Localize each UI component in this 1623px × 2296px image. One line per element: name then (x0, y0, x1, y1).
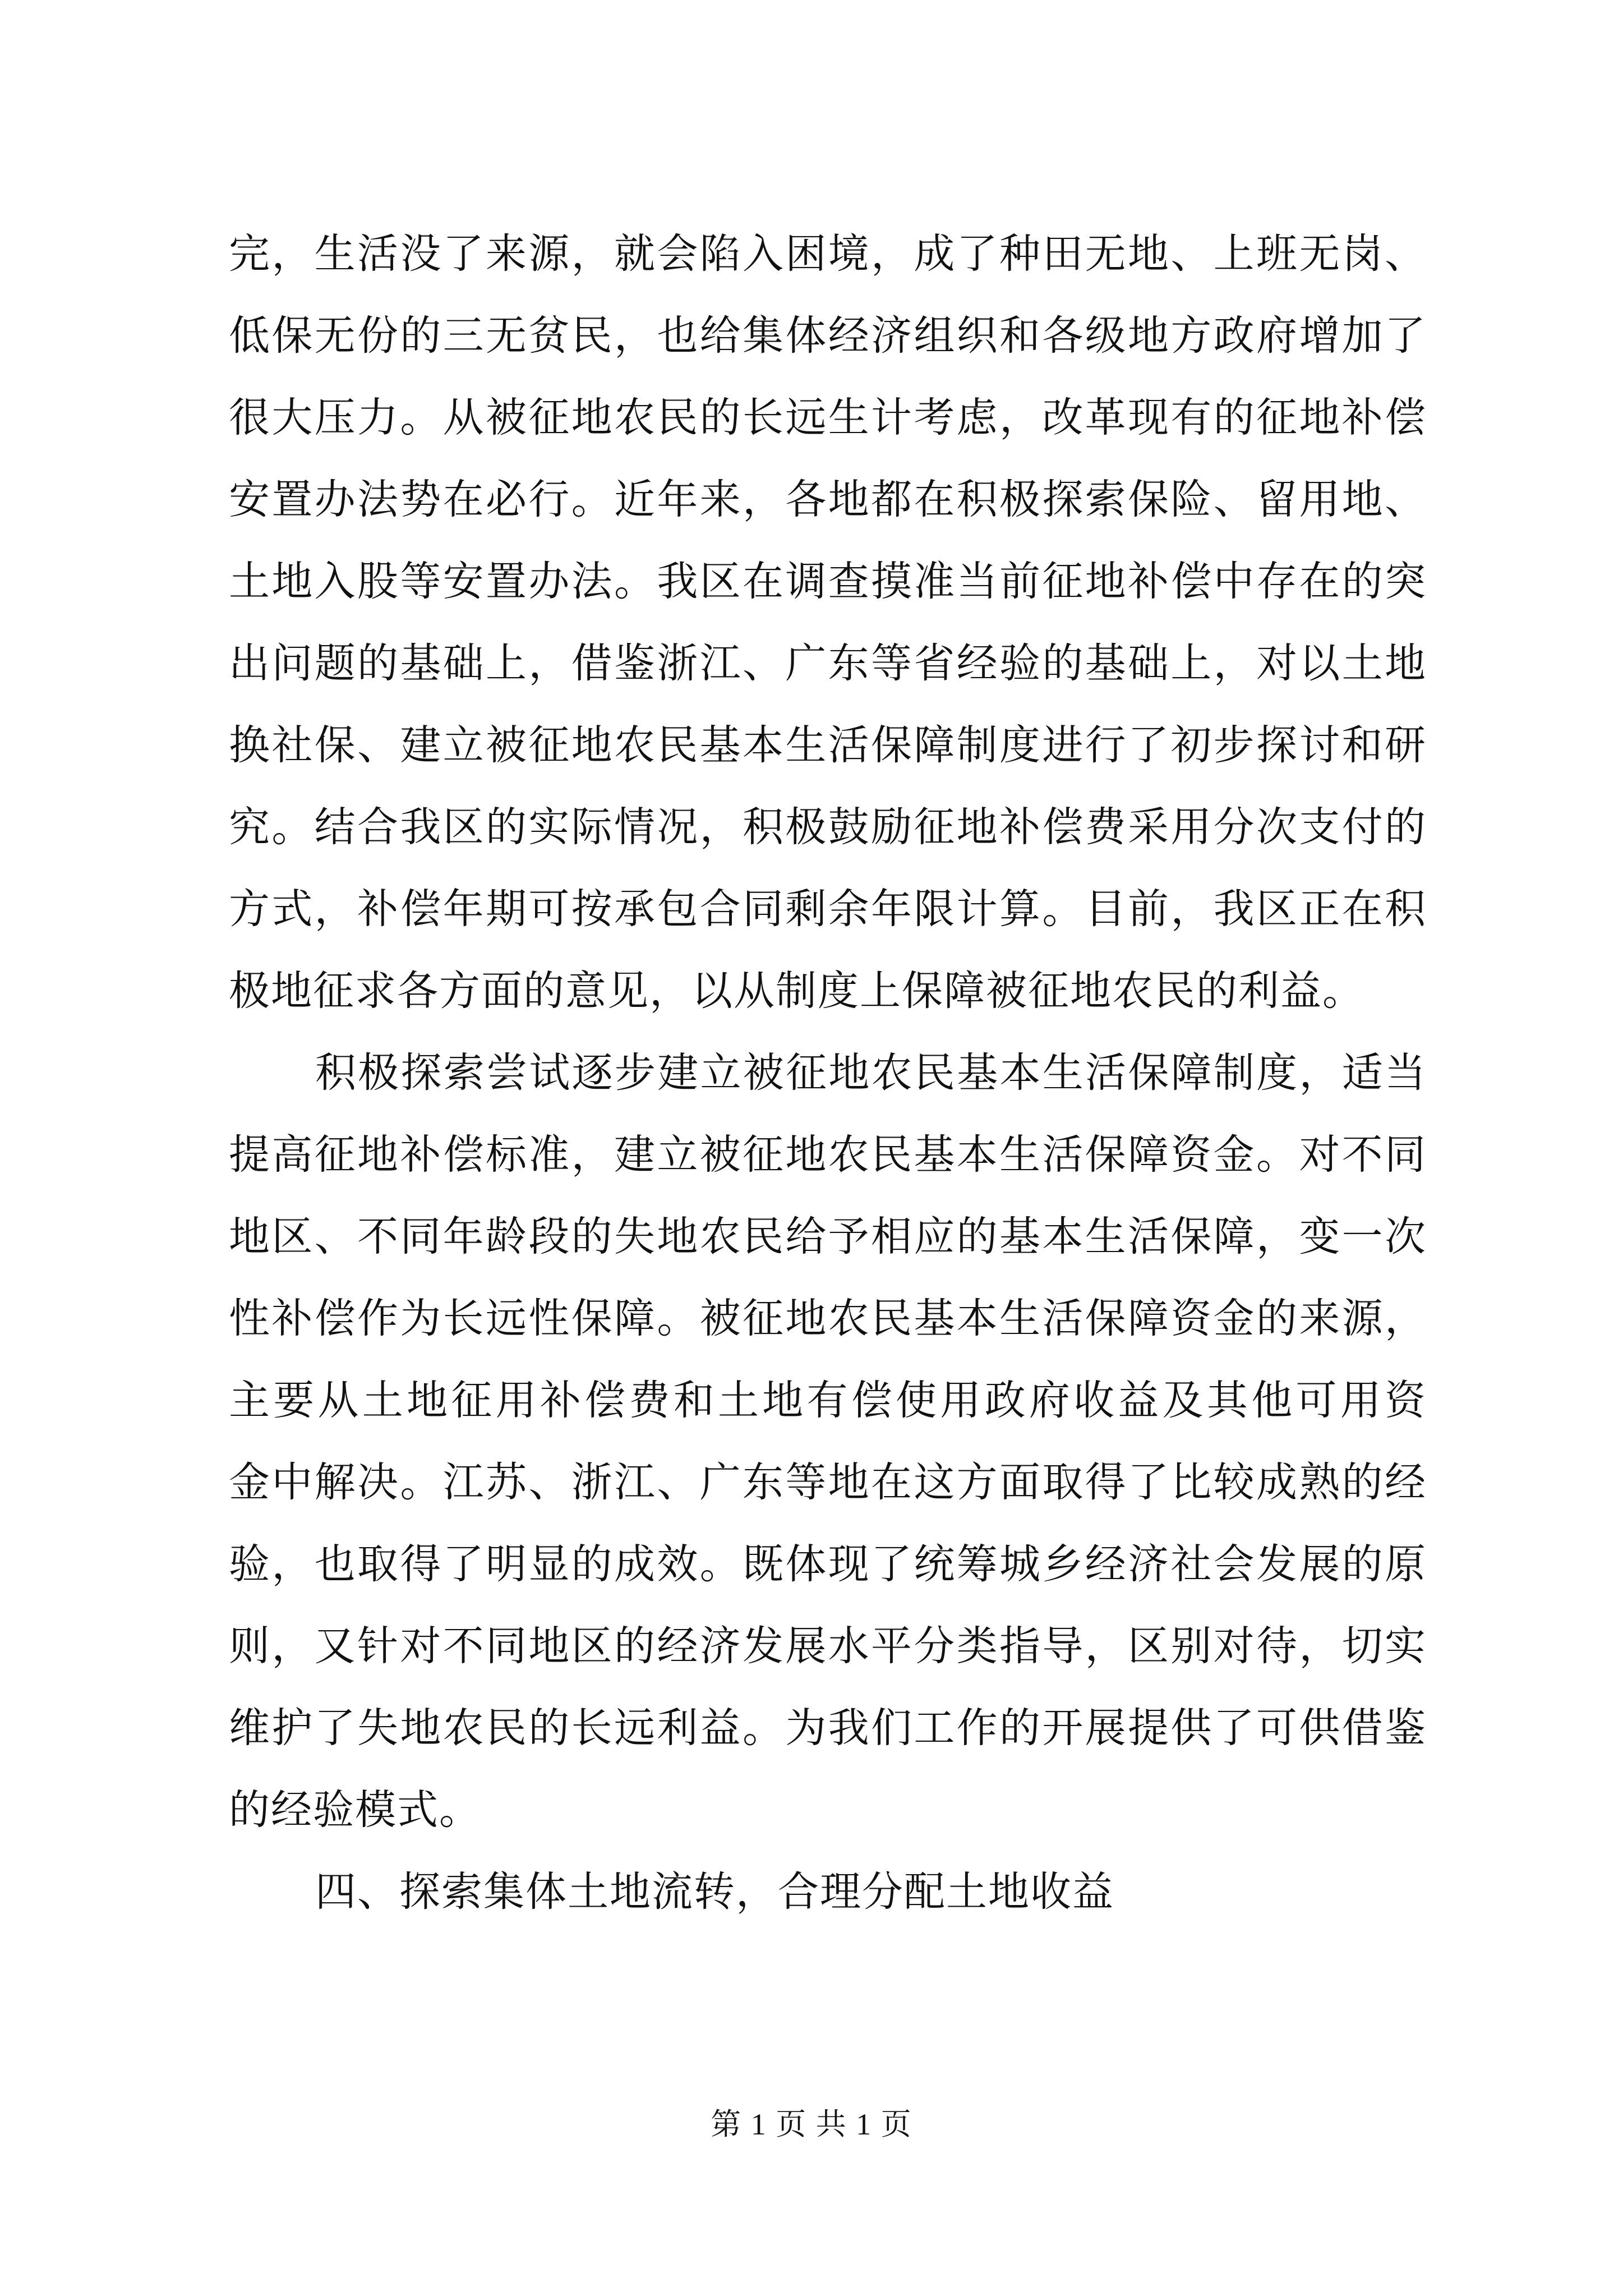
text-line: 主要从土地征用补偿费和土地有偿使用政府收益及其他可用资 (229, 1377, 1427, 1424)
text-line: 土地入股等安置办法。我区在调查摸准当前征地补偿中存在的突 (229, 558, 1427, 605)
page-number-footer: 第 1 页 共 1 页 (711, 2108, 912, 2141)
text-line: 究。结合我区的实际情况，积极鼓励征地补偿费采用分次支付的 (229, 803, 1427, 851)
document-body (229, 213, 1427, 1933)
text-line: 方式，补偿年期可按承包合同剩余年限计算。目前，我区正在积 (229, 885, 1427, 933)
text-line: 完，生活没了来源，就会陷入困境，成了种田无地、上班无岗、 (229, 230, 1427, 278)
text-line-paragraph-end: 极地征求各方面的意见，以从制度上保障被征地农民的利益。 (229, 967, 1364, 1015)
text-line: 地区、不同年龄段的失地农民给予相应的基本生活保障，变一次 (229, 1213, 1427, 1260)
text-line: 安置办法势在必行。近年来，各地都在积极探索保险、留用地、 (229, 476, 1427, 523)
text-line: 提高征地补偿标准，建立被征地农民基本生活保障资金。对不同 (229, 1131, 1427, 1179)
text-line: 性补偿作为长远性保障。被征地农民基本生活保障资金的来源， (229, 1295, 1427, 1342)
text-line: 换社保、建立被征地农民基本生活保障制度进行了初步探讨和研 (229, 721, 1427, 769)
text-line-paragraph-end: 的经验模式。 (229, 1786, 481, 1834)
text-line: 很大压力。从被征地农民的长远生计考虑，改革现有的征地补偿 (229, 394, 1427, 441)
text-line: 出问题的基础上，借鉴浙江、广东等省经验的基础上，对以土地 (229, 639, 1427, 687)
text-line: 低保无份的三无贫民，也给集体经济组织和各级地方政府增加了 (229, 312, 1427, 360)
section-heading: 四、探索集体土地流转，合理分配土地收益 (315, 1868, 1114, 1916)
text-line: 验，也取得了明显的成效。既体现了统筹城乡经济社会发展的原 (229, 1540, 1427, 1588)
text-line: 维护了失地农民的长远利益。为我们工作的开展提供了可供借鉴 (229, 1704, 1427, 1752)
text-line-paragraph-start: 积极探索尝试逐步建立被征地农民基本生活保障制度，适当 (315, 1049, 1427, 1097)
text-line: 金中解决。江苏、浙江、广东等地在这方面取得了比较成熟的经 (229, 1458, 1427, 1506)
text-line: 则，又针对不同地区的经济发展水平分类指导，区别对待，切实 (229, 1622, 1427, 1670)
